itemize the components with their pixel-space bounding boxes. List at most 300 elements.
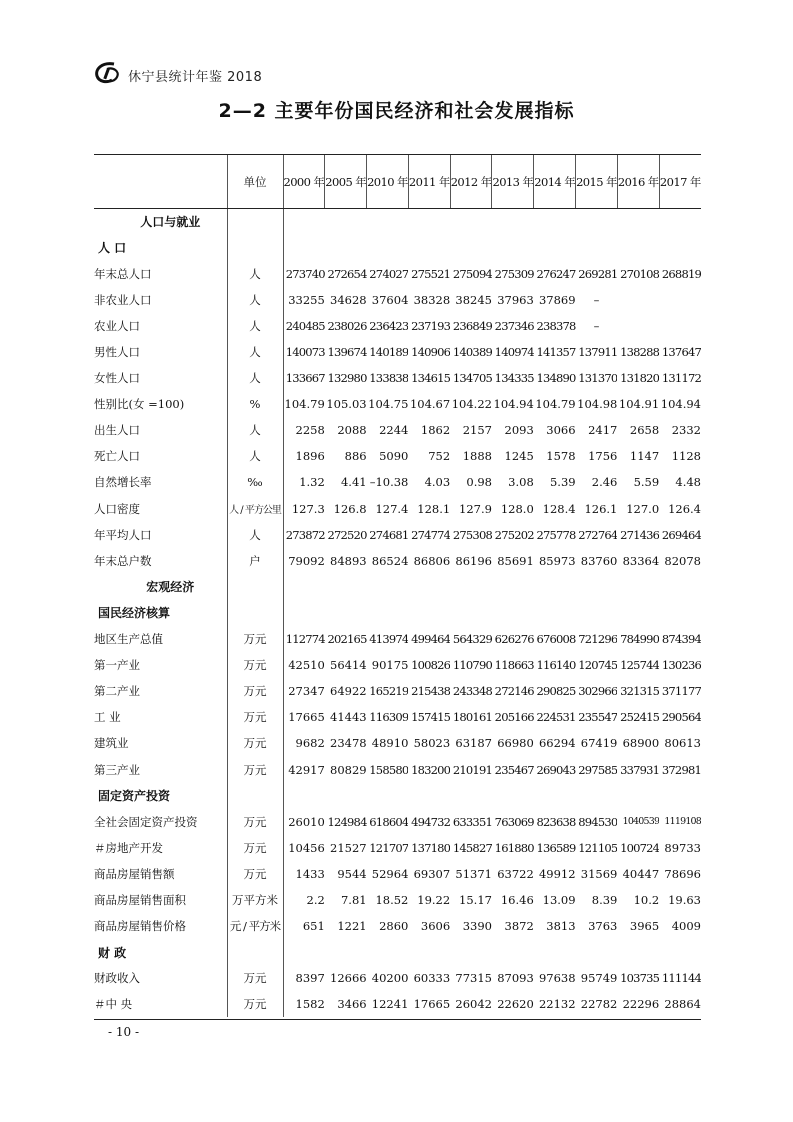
- unit-cell: 万元: [227, 965, 283, 991]
- value-cell: 86524: [371, 553, 409, 568]
- indicator-label: 非农业人口: [94, 292, 152, 307]
- value-cell: 894530: [578, 814, 618, 829]
- value-cell: 275094: [452, 266, 492, 281]
- value-cell: 68900: [622, 736, 660, 751]
- unit-cell: 人: [227, 522, 283, 548]
- category-row: [94, 235, 701, 261]
- value-cell: [659, 313, 701, 339]
- value-cell: [367, 235, 409, 261]
- category-row: [94, 574, 701, 600]
- table-row: [94, 730, 701, 756]
- value-cell: [367, 209, 409, 235]
- value-cell: 2093: [504, 423, 534, 438]
- value-cell: 224531: [536, 710, 576, 725]
- value-cell: [492, 600, 534, 626]
- value-cell: 63187: [455, 736, 492, 751]
- value-cell: [492, 939, 534, 965]
- value-cell: 116140: [536, 658, 576, 673]
- value-cell: [450, 574, 492, 600]
- header-year: 2010 年: [367, 155, 409, 209]
- value-cell: 141357: [536, 345, 576, 360]
- value-cell: 104.94: [660, 397, 701, 412]
- value-cell: 64922: [330, 684, 367, 699]
- value-cell: 721296: [578, 632, 618, 647]
- value-cell: 38328: [413, 292, 451, 307]
- value-cell: 66294: [538, 736, 576, 751]
- indicator-label: 农业人口: [94, 318, 140, 333]
- value-cell: 321315: [620, 684, 660, 699]
- value-cell: 111144: [661, 971, 701, 986]
- value-cell: [408, 600, 450, 626]
- table-row: [94, 887, 701, 913]
- header-year: 2014 年: [534, 155, 576, 209]
- value-cell: [534, 235, 576, 261]
- header-indicator-cell: [94, 155, 227, 209]
- indicator-label: 死亡人口: [94, 449, 140, 464]
- value-cell: [283, 209, 325, 235]
- value-cell: 127.4: [375, 501, 409, 516]
- value-cell: 273872: [285, 527, 325, 542]
- value-cell: 413974: [369, 632, 409, 647]
- value-cell: [325, 939, 367, 965]
- value-cell: 1.32: [299, 475, 325, 490]
- category-row: [94, 209, 701, 235]
- value-cell: 121105: [578, 840, 618, 855]
- value-cell: 1756: [588, 449, 618, 464]
- value-cell: 0.98: [466, 475, 492, 490]
- indicator-label: 财政收入: [94, 971, 140, 986]
- unit-cell: [227, 235, 283, 261]
- value-cell: 26010: [288, 814, 325, 829]
- value-cell: [659, 783, 701, 809]
- value-cell: 243348: [452, 684, 492, 699]
- value-cell: 127.9: [459, 501, 492, 516]
- value-cell: 2088: [337, 423, 367, 438]
- indicator-label: 性别比(女 =100): [94, 397, 185, 412]
- value-cell: [576, 574, 618, 600]
- value-cell: 145827: [452, 840, 492, 855]
- value-cell: [534, 209, 576, 235]
- value-cell: 79092: [288, 553, 325, 568]
- value-cell: 273740: [285, 266, 325, 281]
- value-cell: 269043: [536, 762, 576, 777]
- value-cell: 763069: [494, 814, 534, 829]
- value-cell: 136589: [536, 840, 576, 855]
- unit-cell: 万元: [227, 652, 283, 678]
- value-cell: 140189: [369, 345, 409, 360]
- value-cell: 128.1: [417, 501, 451, 516]
- value-cell: [450, 600, 492, 626]
- table-row: [94, 496, 701, 522]
- value-cell: 202165: [327, 632, 367, 647]
- unit-cell: 户: [227, 548, 283, 574]
- value-cell: 1147: [629, 449, 660, 464]
- value-cell: 165219: [369, 684, 409, 699]
- value-cell: 3872: [504, 919, 534, 934]
- value-cell: 83364: [622, 553, 660, 568]
- value-cell: 18.52: [375, 892, 409, 907]
- value-cell: 104.79: [535, 397, 576, 412]
- value-cell: 69307: [413, 866, 451, 881]
- table-row: [94, 991, 701, 1017]
- value-cell: 116309: [369, 710, 409, 725]
- value-cell: 26042: [455, 997, 492, 1012]
- value-cell: [659, 209, 701, 235]
- value-cell: 275309: [494, 266, 534, 281]
- value-cell: 238026: [327, 318, 367, 333]
- value-cell: 27347: [288, 684, 325, 699]
- value-cell: 2417: [588, 423, 618, 438]
- unit-cell: 万元: [227, 861, 283, 887]
- unit-cell: 元 / 平方米: [227, 913, 283, 939]
- value-cell: 1582: [295, 997, 325, 1012]
- value-cell: 104.67: [409, 397, 451, 412]
- value-cell: 272764: [578, 527, 618, 542]
- value-cell: [617, 287, 659, 313]
- value-cell: 60333: [413, 971, 451, 986]
- unit-cell: 万元: [227, 756, 283, 782]
- value-cell: [576, 783, 618, 809]
- value-cell: 3965: [629, 919, 660, 934]
- value-cell: 10.2: [633, 892, 660, 907]
- value-cell: 85973: [538, 553, 576, 568]
- value-cell: [408, 574, 450, 600]
- value-cell: 22296: [622, 997, 660, 1012]
- value-cell: 23478: [330, 736, 367, 751]
- category-label: 宏观经济: [146, 580, 195, 595]
- value-cell: –10.38: [369, 475, 409, 490]
- value-cell: 100826: [411, 658, 451, 673]
- unit-cell: 万平方米: [227, 887, 283, 913]
- value-cell: 238378: [536, 318, 576, 333]
- table-row: [94, 522, 701, 548]
- value-cell: 236423: [369, 318, 409, 333]
- indicator-label: 第一产业: [94, 658, 140, 673]
- header-unit: 单位: [227, 155, 283, 209]
- value-cell: 37604: [371, 292, 409, 307]
- value-cell: 158580: [369, 762, 409, 777]
- value-cell: 3606: [420, 919, 451, 934]
- value-cell: 19.22: [417, 892, 451, 907]
- value-cell: 133667: [285, 371, 325, 386]
- value-cell: 134335: [494, 371, 534, 386]
- value-cell: 252415: [620, 710, 660, 725]
- yearbook-header-title: 休宁县统计年鉴 2018: [128, 70, 263, 85]
- value-cell: 235547: [578, 710, 618, 725]
- value-cell: 33255: [288, 292, 325, 307]
- category-label: 人 口: [98, 241, 127, 256]
- value-cell: 274774: [411, 527, 451, 542]
- value-cell: 31569: [580, 866, 618, 881]
- value-cell: [492, 209, 534, 235]
- value-cell: [367, 783, 409, 809]
- value-cell: 63722: [497, 866, 534, 881]
- value-cell: 886: [344, 449, 367, 464]
- value-cell: 1245: [504, 449, 534, 464]
- value-cell: 126.8: [333, 501, 367, 516]
- unit-cell: 人: [227, 287, 283, 313]
- value-cell: 40447: [622, 866, 660, 881]
- value-cell: 80829: [330, 762, 367, 777]
- table-row: [94, 313, 701, 339]
- value-cell: 274681: [369, 527, 409, 542]
- unit-cell: %: [227, 391, 283, 417]
- value-cell: 125744: [620, 658, 660, 673]
- value-cell: 271436: [620, 527, 660, 542]
- value-cell: 8.39: [591, 892, 618, 907]
- value-cell: [408, 939, 450, 965]
- table-row: [94, 965, 701, 991]
- value-cell: 2658: [629, 423, 660, 438]
- value-cell: 268819: [661, 266, 701, 281]
- value-cell: 499464: [411, 632, 451, 647]
- value-cell: 274027: [369, 266, 409, 281]
- value-cell: 1896: [295, 449, 325, 464]
- value-cell: [325, 209, 367, 235]
- value-cell: 137647: [661, 345, 701, 360]
- value-cell: 80613: [664, 736, 701, 751]
- value-cell: 1128: [671, 449, 701, 464]
- value-cell: [325, 235, 367, 261]
- category-label: 人口与就业: [140, 215, 201, 230]
- value-cell: 37963: [497, 292, 534, 307]
- value-cell: 9544: [337, 866, 367, 881]
- value-cell: [408, 209, 450, 235]
- value-cell: 337931: [620, 762, 660, 777]
- value-cell: 4.48: [675, 475, 701, 490]
- header-year: 2013 年: [492, 155, 534, 209]
- indicator-label: 男性人口: [94, 345, 140, 360]
- value-cell: 86196: [455, 553, 492, 568]
- value-cell: 22620: [497, 997, 534, 1012]
- table-row: [94, 287, 701, 313]
- value-cell: 105.03: [326, 397, 367, 412]
- value-cell: [659, 287, 701, 313]
- value-cell: 2860: [379, 919, 409, 934]
- value-cell: 21527: [330, 840, 367, 855]
- unit-cell: 万元: [227, 626, 283, 652]
- value-cell: 633351: [452, 814, 492, 829]
- category-row: [94, 600, 701, 626]
- value-cell: 134615: [411, 371, 451, 386]
- value-cell: 3066: [546, 423, 576, 438]
- value-cell: 371177: [661, 684, 701, 699]
- value-cell: 104.94: [493, 397, 534, 412]
- table-row: [94, 678, 701, 704]
- value-cell: 51371: [455, 866, 492, 881]
- value-cell: 157415: [411, 710, 451, 725]
- value-cell: 84893: [330, 553, 367, 568]
- value-cell: 42510: [288, 658, 325, 673]
- category-row: [94, 783, 701, 809]
- value-cell: 118663: [494, 658, 534, 673]
- value-cell: [659, 600, 701, 626]
- value-cell: 22132: [538, 997, 576, 1012]
- value-cell: [325, 783, 367, 809]
- value-cell: 269464: [661, 527, 701, 542]
- value-cell: 1119108: [664, 816, 701, 828]
- value-cell: 372981: [661, 762, 701, 777]
- unit-cell: 人: [227, 339, 283, 365]
- value-cell: –: [593, 292, 600, 307]
- value-cell: 1862: [420, 423, 451, 438]
- value-cell: 15.17: [459, 892, 492, 907]
- table-row: [94, 756, 701, 782]
- value-cell: 2.2: [306, 892, 325, 907]
- table-row: [94, 652, 701, 678]
- table-row: [94, 339, 701, 365]
- value-cell: 28864: [664, 997, 701, 1012]
- value-cell: 17665: [413, 997, 451, 1012]
- value-cell: 272654: [327, 266, 367, 281]
- value-cell: 138288: [620, 345, 660, 360]
- indicator-label: 地区生产总值: [94, 632, 163, 647]
- value-cell: 52964: [371, 866, 409, 881]
- value-cell: 240485: [285, 318, 325, 333]
- value-cell: 290564: [661, 710, 701, 725]
- value-cell: [283, 939, 325, 965]
- value-cell: 275202: [494, 527, 534, 542]
- value-cell: 128.0: [500, 501, 534, 516]
- category-label: 国民经济核算: [98, 606, 171, 621]
- value-cell: 215438: [411, 684, 451, 699]
- header-year: 2015 年: [576, 155, 618, 209]
- value-cell: 104.75: [368, 397, 409, 412]
- value-cell: 13.09: [542, 892, 576, 907]
- indicator-label: 第三产业: [94, 762, 140, 777]
- indicator-label: 出生人口: [94, 423, 140, 438]
- value-cell: 4.03: [424, 475, 451, 490]
- value-cell: 676008: [536, 632, 576, 647]
- table-row: [94, 443, 701, 469]
- value-cell: [617, 313, 659, 339]
- unit-cell: [227, 209, 283, 235]
- value-cell: 4.41: [340, 475, 367, 490]
- value-cell: 161880: [494, 840, 534, 855]
- value-cell: 2332: [671, 423, 701, 438]
- unit-cell: 人: [227, 313, 283, 339]
- value-cell: 275521: [411, 266, 451, 281]
- value-cell: 134705: [452, 371, 492, 386]
- value-cell: 651: [302, 919, 325, 934]
- unit-cell: 万元: [227, 678, 283, 704]
- value-cell: [408, 235, 450, 261]
- unit-cell: [227, 574, 283, 600]
- value-cell: 126.4: [668, 501, 701, 516]
- value-cell: 16.46: [500, 892, 534, 907]
- value-cell: [576, 235, 618, 261]
- value-cell: 12241: [371, 997, 409, 1012]
- value-cell: 34628: [330, 292, 367, 307]
- value-cell: 823638: [536, 814, 576, 829]
- indicators-table: [94, 154, 701, 1017]
- value-cell: 564329: [452, 632, 492, 647]
- value-cell: 3813: [546, 919, 576, 934]
- value-cell: 89733: [664, 840, 701, 855]
- value-cell: 132980: [327, 371, 367, 386]
- value-cell: 137911: [578, 345, 618, 360]
- value-cell: [325, 574, 367, 600]
- value-cell: 5.39: [549, 475, 576, 490]
- indicator-label: 年平均人口: [94, 527, 152, 542]
- value-cell: –: [593, 318, 600, 333]
- indicator-label: 女性人口: [94, 371, 140, 386]
- value-cell: 19.63: [668, 892, 701, 907]
- table-header-row: [94, 155, 701, 209]
- value-cell: 56414: [330, 658, 367, 673]
- header-year: 2011 年: [408, 155, 450, 209]
- value-cell: 140073: [285, 345, 325, 360]
- table-row: [94, 913, 701, 939]
- value-cell: 626276: [494, 632, 534, 647]
- value-cell: 134890: [536, 371, 576, 386]
- table-row: [94, 391, 701, 417]
- table-row: [94, 365, 701, 391]
- value-cell: 140389: [452, 345, 492, 360]
- value-cell: 131172: [661, 371, 701, 386]
- value-cell: [617, 783, 659, 809]
- value-cell: 131820: [620, 371, 660, 386]
- value-cell: 210191: [452, 762, 492, 777]
- value-cell: 752: [428, 449, 451, 464]
- unit-cell: 万元: [227, 835, 283, 861]
- value-cell: 40200: [371, 971, 409, 986]
- table-bottom-rule: [94, 1019, 701, 1020]
- value-cell: 82078: [664, 553, 701, 568]
- value-cell: 235467: [494, 762, 534, 777]
- value-cell: [492, 574, 534, 600]
- unit-cell: 人 / 平方公里: [227, 496, 283, 522]
- value-cell: 2244: [379, 423, 409, 438]
- value-cell: 270108: [620, 266, 660, 281]
- value-cell: 140906: [411, 345, 451, 360]
- value-cell: [534, 574, 576, 600]
- value-cell: 48910: [371, 736, 409, 751]
- value-cell: [325, 600, 367, 626]
- value-cell: 4009: [671, 919, 701, 934]
- value-cell: 103735: [620, 971, 660, 986]
- table-row: [94, 835, 701, 861]
- indicator-label: ＃房地产开发: [94, 840, 163, 855]
- value-cell: 17665: [288, 710, 325, 725]
- value-cell: 183200: [411, 762, 451, 777]
- value-cell: 1433: [295, 866, 325, 881]
- value-cell: 2.46: [591, 475, 618, 490]
- value-cell: [367, 600, 409, 626]
- value-cell: 127.3: [291, 501, 325, 516]
- value-cell: 269281: [578, 266, 618, 281]
- value-cell: 120745: [578, 658, 618, 673]
- unit-cell: 人: [227, 443, 283, 469]
- value-cell: 1888: [462, 449, 492, 464]
- value-cell: 37869: [538, 292, 576, 307]
- value-cell: 128.4: [542, 501, 576, 516]
- value-cell: [617, 235, 659, 261]
- value-cell: 275778: [536, 527, 576, 542]
- indicator-label: 第二产业: [94, 684, 140, 699]
- value-cell: 276247: [536, 266, 576, 281]
- value-cell: 140974: [494, 345, 534, 360]
- value-cell: 100724: [620, 840, 660, 855]
- table-row: [94, 861, 701, 887]
- unit-cell: 人: [227, 365, 283, 391]
- table-row: [94, 626, 701, 652]
- value-cell: [534, 783, 576, 809]
- value-cell: 87093: [497, 971, 534, 986]
- value-cell: 302966: [578, 684, 618, 699]
- value-cell: [492, 783, 534, 809]
- indicator-label: 自然增长率: [94, 475, 152, 490]
